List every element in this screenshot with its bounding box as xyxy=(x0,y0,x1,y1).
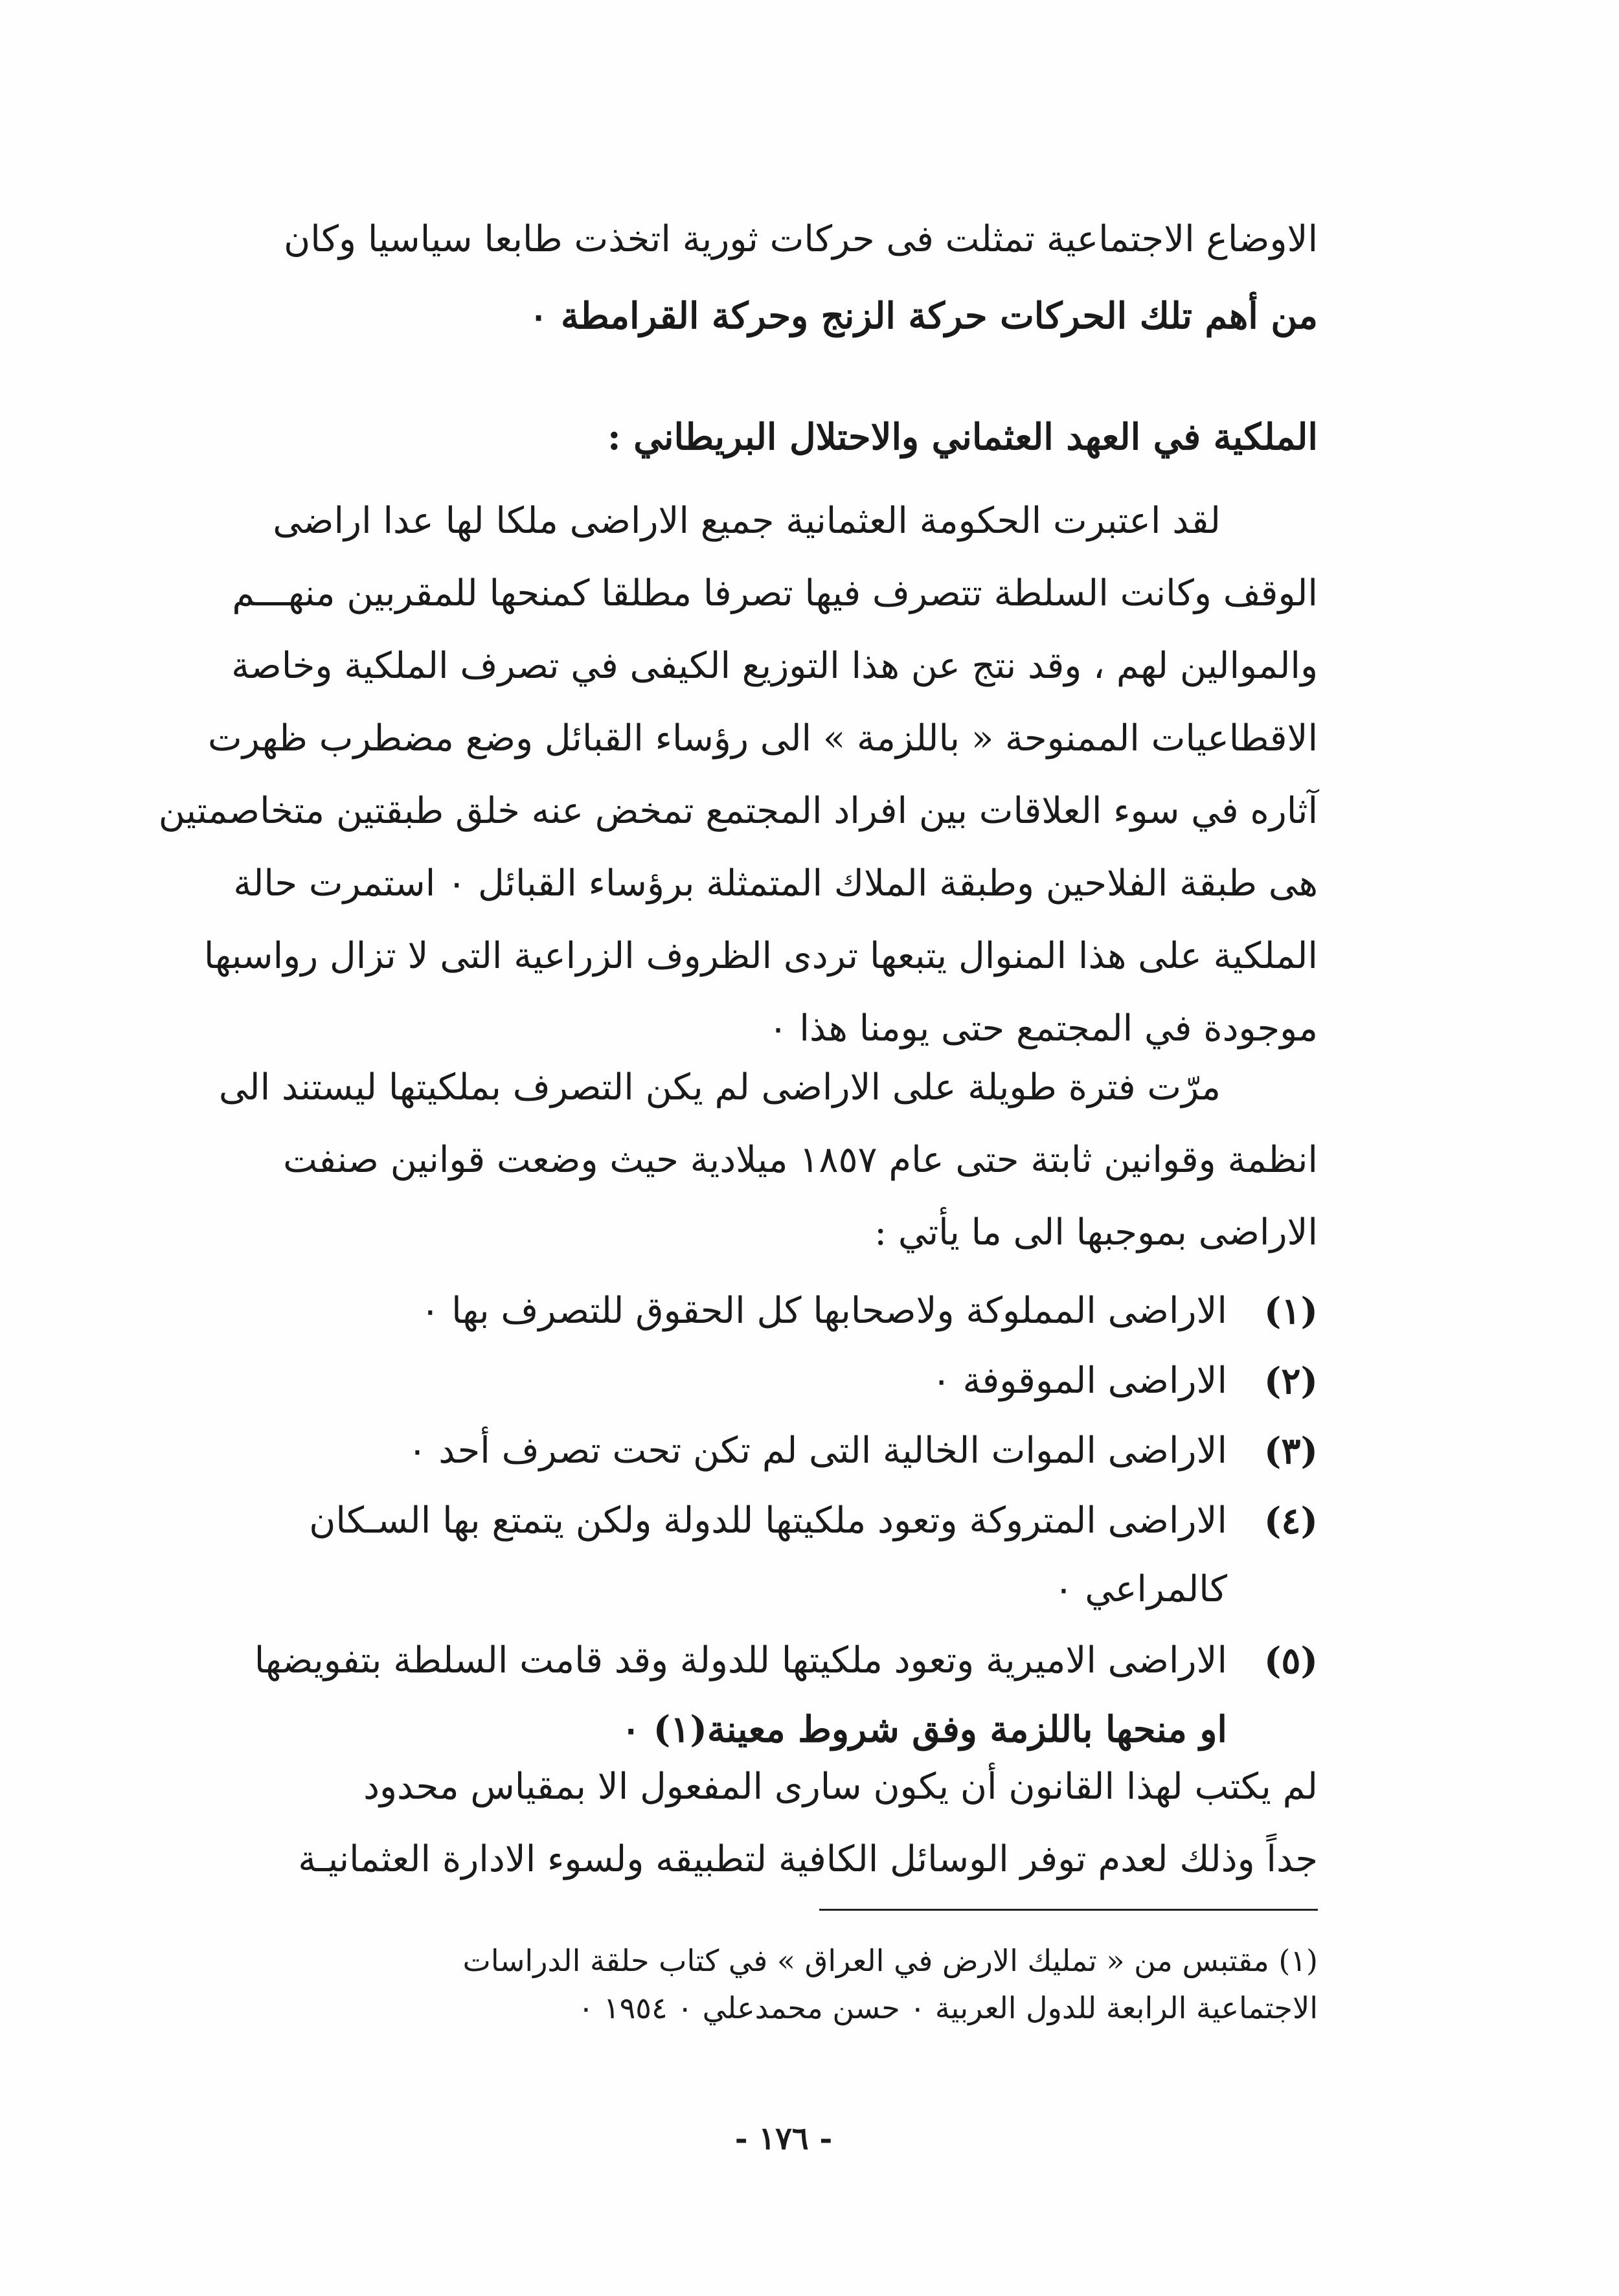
paragraph-land-laws xyxy=(218,1062,1318,1276)
paragraph-line: الاراضى بموجبها الى ما يأتي : xyxy=(874,1211,1318,1254)
list-text: او منحها باللزمة وفق شروط معينة(١) ٠ xyxy=(621,1708,1227,1751)
list-item xyxy=(249,1635,1318,1764)
paragraph-line: الملكية على هذا المنوال يتبعها تردى الظروف الزراعية التى لا تزال رواسبها xyxy=(203,935,1318,977)
list-number: (٣) xyxy=(1263,1430,1318,1472)
paragraph-line: هى طبقة الفلاحين وطبقة الملاك المتمثلة برؤساء القبائل ٠ استمرت حالة xyxy=(233,862,1318,905)
footnote-separator xyxy=(819,1909,1318,1911)
paragraph-line: والموالين لهم ، وقد نتج عن هذا التوزيع الكيفى في تصرف الملكية وخاصة xyxy=(231,645,1318,687)
paragraph-line: الوقف وكانت السلطة تتصرف فيها تصرفا مطلقا كمنحها للمقربين منهـــم xyxy=(232,572,1318,614)
land-categories-list xyxy=(249,1285,1318,1751)
list-text: الاراضى المتروكة وتعود ملكيتها للدولة ولكن يتمتع بها السـكان xyxy=(309,1500,1227,1542)
paragraph-line: الاقطاعيات الممنوحة « باللزمة » الى رؤساء القبائل وضع مضطرب ظهرت xyxy=(207,717,1318,760)
list-text: الاراضى الاميرية وتعود ملكيتها للدولة وقد قامت السلطة بتفويضها xyxy=(254,1639,1227,1682)
list-text: الاراضى الموقوفة ٠ xyxy=(931,1360,1227,1402)
intro-line: الاوضاع الاجتماعية تمثلت فى حركات ثورية اتخذت طابعا سياسيا وكان xyxy=(284,218,1318,260)
page-number: - ١٧٦ - xyxy=(734,2121,833,2157)
paragraph-ownership-ottoman xyxy=(158,495,1318,1050)
paragraph-law-application xyxy=(249,1761,1318,1891)
paragraph-line: موجودة في المجتمع حتى يومنا هذا ٠ xyxy=(768,1007,1318,1050)
paragraph-line: آثاره في سوء العلاقات بين افراد المجتمع تمخض عنه خلق طبقتين متخاصمتين xyxy=(158,790,1318,832)
section-heading: الملكية في العهد العثماني والاحتلال البريطاني : xyxy=(607,416,1318,458)
paragraph-line: لم يكتب لهذا القانون أن يكون سارى المفعول الا بمقياس محدود xyxy=(363,1766,1318,1808)
list-text: الاراضى المملوكة ولاصحابها كل الحقوق للتصرف بها ٠ xyxy=(420,1290,1227,1332)
paragraph-line: مرّت فترة طويلة على الاراضى لم يكن التصرف بملكيتها ليستند الى xyxy=(218,1066,1221,1109)
paragraph-line: جداً وذلك لعدم توفر الوسائل الكافية لتطبيقه ولسوء الادارة العثمانيـة xyxy=(298,1838,1318,1880)
footnote-line: الاجتماعية الرابعة للدول العربية ٠ حسن محمدعلي ٠ ١٩٥٤ ٠ xyxy=(578,1990,1318,2025)
paragraph-line: انظمة وقوانين ثابتة حتى عام ١٨٥٧ ميلادية حيث وضعت قوانين صنفت xyxy=(283,1139,1318,1181)
list-number: (٤) xyxy=(1263,1500,1318,1542)
list-item xyxy=(249,1355,1318,1407)
intro-line: من أهم تلك الحركات حركة الزنج وحركة القرامطة ٠ xyxy=(528,295,1318,337)
section-heading-block xyxy=(249,411,1318,469)
list-number: (١) xyxy=(1263,1290,1318,1333)
list-text: كالمراعي ٠ xyxy=(1054,1568,1227,1610)
list-item xyxy=(249,1425,1318,1477)
paragraph-line: لقد اعتبرت الحكومة العثمانية جميع الاراضى ملكا لها عدا اراضى xyxy=(273,500,1221,542)
intro-paragraph xyxy=(249,214,1318,343)
list-text: الاراضى الموات الخالية التى لم تكن تحت تصرف أحد ٠ xyxy=(407,1430,1227,1472)
list-item xyxy=(249,1495,1318,1625)
footnote-line: (١) مقتبس من « تمليك الارض في العراق » في كتاب حلقة الدراسات xyxy=(462,1943,1318,1978)
list-number: (٥) xyxy=(1263,1639,1318,1682)
list-number: (٢) xyxy=(1263,1360,1318,1402)
list-item xyxy=(249,1285,1318,1337)
